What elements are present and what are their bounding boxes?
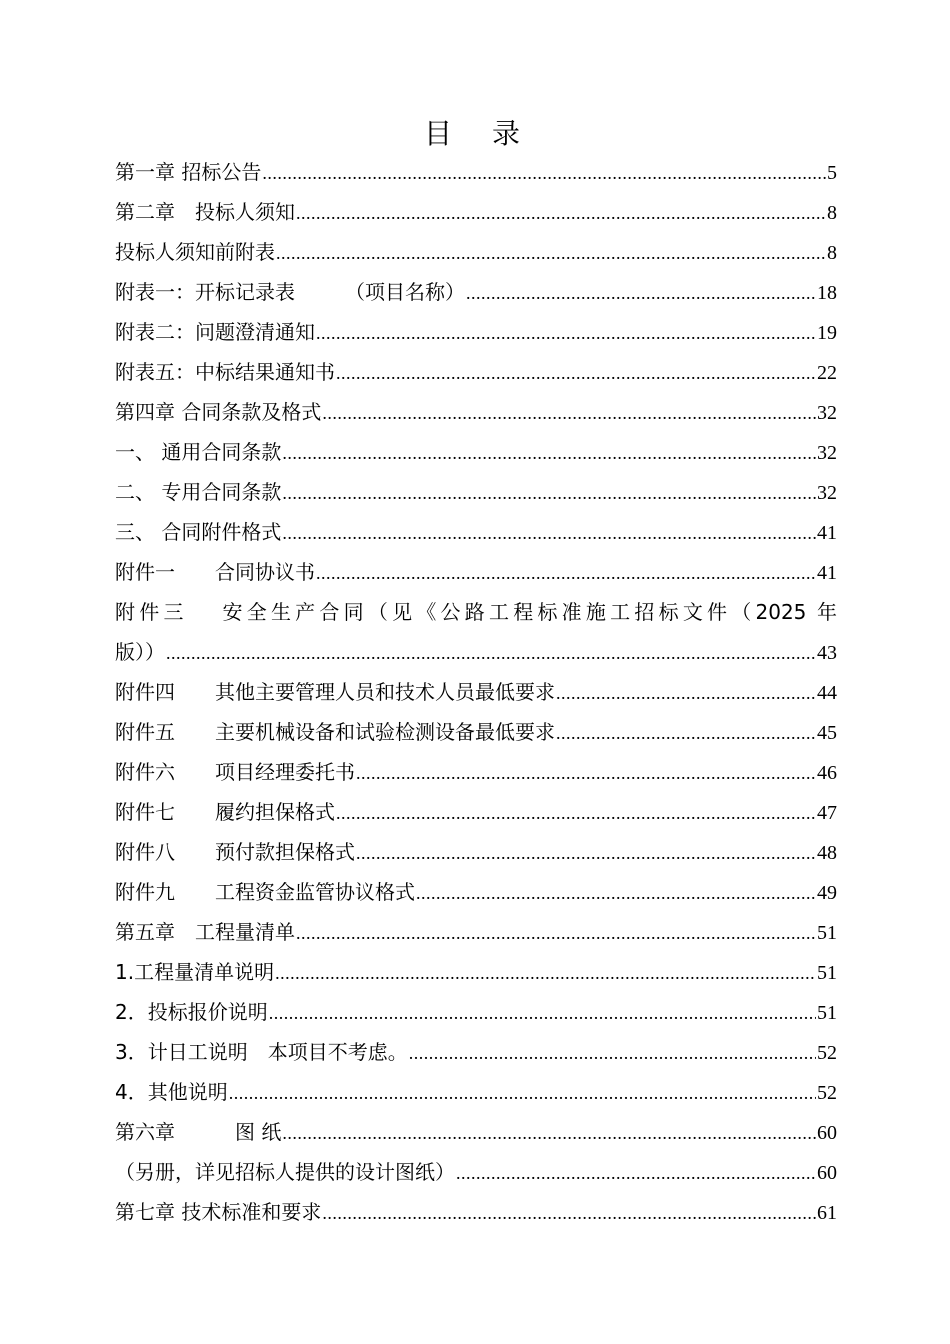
toc-entry[interactable]: [115, 952, 837, 992]
toc-entry[interactable]: [115, 752, 837, 792]
toc-page: 8: [827, 242, 837, 264]
toc-label: 附件一 合同协议书: [115, 560, 315, 584]
toc-page: 41: [817, 562, 837, 584]
toc-leader: [296, 193, 826, 233]
toc-label: 附件五 主要机械设备和试验检测设备最低要求: [115, 720, 555, 744]
toc-label: 投标人须知前附表: [115, 240, 275, 264]
toc-entry[interactable]: [115, 512, 837, 552]
toc-leader: [282, 513, 816, 553]
toc-entry[interactable]: [115, 192, 837, 232]
toc-page: 41: [817, 522, 837, 544]
toc-page: 60: [817, 1162, 837, 1184]
toc-leader: [336, 793, 816, 833]
toc-leader: [409, 1033, 816, 1073]
toc-page: 44: [817, 682, 837, 704]
toc-leader: [556, 713, 816, 753]
toc-leader: [336, 353, 816, 393]
toc-label: 附件七 履约担保格式: [115, 800, 335, 824]
toc-label: 附件六 项目经理委托书: [115, 760, 355, 784]
toc-entry[interactable]: [115, 712, 837, 752]
toc-label: 第二章 投标人须知: [115, 200, 295, 224]
toc-page: 51: [817, 962, 837, 984]
toc-leader: [282, 473, 816, 513]
toc-page: 47: [817, 802, 837, 824]
toc-label: 附件八 预付款担保格式: [115, 840, 355, 864]
toc-note: 本项目不考虑。: [267, 1042, 408, 1064]
toc-entry[interactable]: [115, 472, 837, 512]
toc-label: 第七章 技术标准和要求: [115, 1200, 322, 1224]
toc-entry[interactable]: [115, 552, 837, 592]
toc-leader: [466, 273, 816, 313]
toc-leader: [416, 873, 816, 913]
toc-page: 52: [817, 1082, 837, 1104]
toc-label: 附表一：开标记录表 （项目名称）: [115, 280, 465, 304]
toc-label: 附件四 其他主要管理人员和技术人员最低要求: [115, 680, 555, 704]
toc-label: 一、 通用合同条款: [115, 440, 282, 464]
toc-page: 18: [817, 282, 837, 304]
toc-leader: [322, 393, 816, 433]
toc-label: 第五章 工程量清单: [115, 920, 295, 944]
toc-leader: [456, 1153, 816, 1193]
toc-leader: [556, 673, 816, 713]
toc-label: 1.工程量清单说明: [115, 960, 275, 984]
toc-leader: [316, 313, 816, 353]
toc-leader: [166, 633, 816, 673]
toc-entry[interactable]: [115, 632, 837, 672]
toc-page: 60: [817, 1122, 837, 1144]
toc-entry[interactable]: [115, 1072, 837, 1112]
toc-leader: [356, 833, 816, 873]
toc-leader: [316, 553, 816, 593]
toc-leader: [282, 433, 816, 473]
toc-page: 45: [817, 722, 837, 744]
toc-entry[interactable]: [115, 912, 837, 952]
toc-entry[interactable]: [115, 392, 837, 432]
table-of-contents: [115, 152, 837, 1232]
toc-page: 48: [817, 842, 837, 864]
toc-page: 52: [817, 1042, 837, 1064]
toc-entry[interactable]: [115, 1152, 837, 1192]
toc-entry[interactable]: [115, 1112, 837, 1152]
page-title: 目 录: [423, 117, 526, 150]
toc-label: 附件九 工程资金监管协议格式: [115, 880, 415, 904]
toc-label: 4．其他说明: [115, 1080, 228, 1104]
toc-leader: [296, 913, 816, 953]
toc-leader: [356, 753, 816, 793]
toc-entry[interactable]: [115, 432, 837, 472]
toc-page: 51: [817, 1002, 837, 1024]
toc-page: 8: [827, 202, 837, 224]
toc-label: （另册，详见招标人提供的设计图纸）: [115, 1160, 455, 1184]
toc-leader: [276, 233, 826, 273]
toc-leader: [275, 953, 816, 993]
toc-entry[interactable]: [115, 672, 837, 712]
toc-page: 22: [817, 362, 837, 384]
toc-leader: [269, 993, 816, 1033]
toc-page: 61: [817, 1202, 837, 1224]
toc-page: 19: [817, 322, 837, 344]
toc-page: 32: [817, 442, 837, 464]
toc-label: 第四章 合同条款及格式: [115, 400, 322, 424]
toc-page: 46: [817, 762, 837, 784]
toc-leader: [262, 153, 826, 193]
toc-entry[interactable]: [115, 992, 837, 1032]
toc-page: 51: [817, 922, 837, 944]
toc-entry[interactable]: [115, 352, 837, 392]
toc-entry[interactable]: [115, 792, 837, 832]
toc-page: 43: [817, 642, 837, 664]
toc-entry[interactable]: [115, 272, 837, 312]
toc-page: 32: [817, 482, 837, 504]
toc-label: 三、 合同附件格式: [115, 520, 282, 544]
toc-label: 附表五：中标结果通知书: [115, 360, 335, 384]
toc-label: 2．投标报价说明: [115, 1000, 268, 1024]
toc-entry-wrapped-line[interactable]: 附件三 安全生产合同（见《公路工程标准施工招标文件（2025 年: [115, 600, 837, 624]
toc-label: 3．计日工说明: [115, 1040, 268, 1064]
toc-entry[interactable]: [115, 152, 837, 192]
toc-entry[interactable]: [115, 232, 837, 272]
toc-entry[interactable]: [115, 832, 837, 872]
toc-leader: [322, 1193, 816, 1233]
toc-leader: [282, 1113, 816, 1153]
toc-entry[interactable]: [115, 872, 837, 912]
toc-page: 32: [817, 402, 837, 424]
toc-page: 5: [827, 162, 837, 184]
toc-entry[interactable]: [115, 1032, 837, 1072]
toc-label: 二、 专用合同条款: [115, 480, 282, 504]
toc-leader: [229, 1073, 816, 1113]
toc-entry[interactable]: [115, 312, 837, 352]
toc-label: 附表二：问题澄清通知: [115, 320, 315, 344]
toc-entry[interactable]: [115, 1192, 837, 1232]
toc-label: 版））: [115, 640, 165, 664]
toc-label: 第六章 图 纸: [115, 1120, 282, 1144]
toc-page: 49: [817, 882, 837, 904]
toc-label: 第一章 招标公告: [115, 160, 262, 184]
